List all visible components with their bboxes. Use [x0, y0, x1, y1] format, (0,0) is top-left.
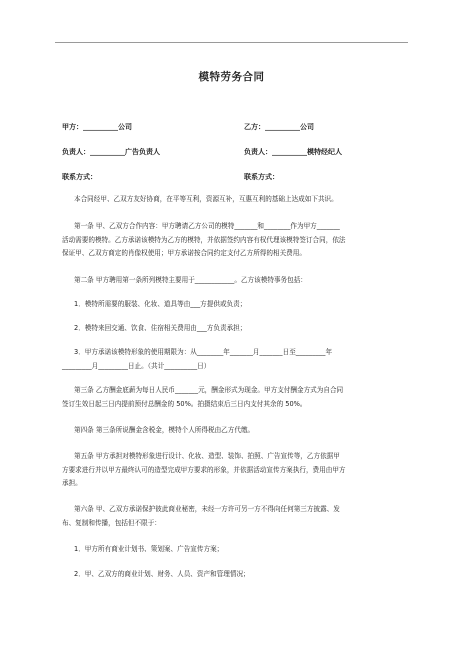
top-divider — [55, 42, 408, 43]
party-b-field — [244, 122, 314, 132]
person-b-field — [244, 147, 342, 157]
article-6-item-2 — [62, 568, 420, 582]
article-2-line: 第二条 甲方聘用第一条所列模特主要用于____________。乙方该模特事务包括： — [74, 276, 307, 284]
item-line: 1．甲方所有商业计划书、策划案、广告宣传方案； — [74, 545, 224, 553]
item-line: 2．模特来回交通、饮食、住宿相关费用由___方负责承担； — [74, 324, 247, 332]
article-3-line: 第三条 乙方酬金底薪为每日人民币_______元，酬金形式为现金。甲方支付酬金方式为自合同 — [74, 386, 344, 394]
article-2-item-2 — [62, 322, 420, 336]
party-b-label: 乙方： — [244, 123, 265, 131]
article-6-line: 第六条 甲、乙双方承诺保护彼此商业秘密，未经一方许可另一方不得向任何第三方披露、发 — [74, 505, 340, 513]
article-6 — [62, 503, 408, 530]
article-5-line: 第五条 甲方承担对模特形象进行设计、化妆、造型、装饰、拍照、广告宣传等，乙方依据甲 — [74, 452, 340, 460]
contact-b-label: 联系方式： — [244, 173, 279, 181]
article-2-item-3 — [62, 346, 408, 373]
article-2 — [62, 274, 420, 288]
party-b-blank: __________ — [265, 123, 300, 131]
party-b-suffix: 公司 — [300, 123, 314, 131]
contact-a-label: 联系方式： — [62, 173, 97, 181]
party-a-blank: __________ — [83, 123, 118, 131]
article-3 — [62, 384, 408, 411]
article-5 — [62, 450, 408, 491]
intro-line: 本合同经甲、乙双方友好协商，在平等互利，资源互补，互惠互利的基础上达成如下共识。 — [74, 195, 338, 203]
item-line: 3．甲方承诺该模特形象的使用期限为：从________年_______月_______日至_________年 — [74, 348, 333, 356]
article-1-line: 活动需要的模特。乙方承诺该模特为乙方的模特，并依据签约内容有权代理该模特签订合同，依法 — [62, 235, 346, 244]
party-a-label: 甲方： — [62, 123, 83, 131]
intro-paragraph — [62, 193, 420, 207]
article-2-item-1 — [62, 298, 420, 312]
person-a-label: 负责人： — [62, 148, 90, 156]
article-4 — [62, 424, 420, 438]
article-6-item-1 — [62, 543, 420, 557]
party-a-suffix: 公司 — [118, 123, 132, 131]
person-a-suffix: 广告负责人 — [125, 148, 160, 156]
article-5-line: 承担。 — [62, 479, 82, 487]
person-a-blank: __________ — [90, 148, 125, 156]
article-1 — [62, 220, 408, 261]
article-5-line: 方要求进行并以甲方最终认可的造型完成甲方要求的形象，并依据活动宣传方案执行，费用由甲方 — [62, 465, 346, 474]
item-line: 2．甲、乙双方的商业计划、财务、人员、资产和管理情况； — [74, 570, 250, 578]
item-line: _________月_________日止。（共计__________日） — [62, 361, 211, 370]
person-b-label: 负责人： — [244, 148, 272, 156]
article-3-line: 签订生效日起三日内提前预付总酬金的 50%。拍摄结束后三日内支付其余的 50%。 — [62, 399, 307, 408]
article-6-line: 布、复制和传播，包括但不限于： — [62, 518, 161, 527]
person-a-field — [62, 147, 160, 157]
person-b-blank: __________ — [272, 148, 307, 156]
item-line: 1．模特所需要的服装、化妆、道具等由___方提供或负责； — [74, 300, 247, 308]
article-1-line: 第一条 甲、乙双方合作内容：甲方聘请乙方公司的模特_______和________作为甲方_______ — [74, 222, 340, 230]
party-a-field — [62, 122, 132, 132]
person-b-suffix: 模特经纪人 — [307, 148, 342, 156]
article-4-line: 第四条 第三条所说酬金含税金，模特个人所得税由乙方代缴。 — [74, 426, 255, 434]
article-1-line: 保证甲、乙双方商定的肖像权使用；甲方承诺按合同约定支付乙方所得的相关费用。 — [62, 249, 306, 257]
contract-title: 模特劳务合同 — [198, 71, 265, 83]
